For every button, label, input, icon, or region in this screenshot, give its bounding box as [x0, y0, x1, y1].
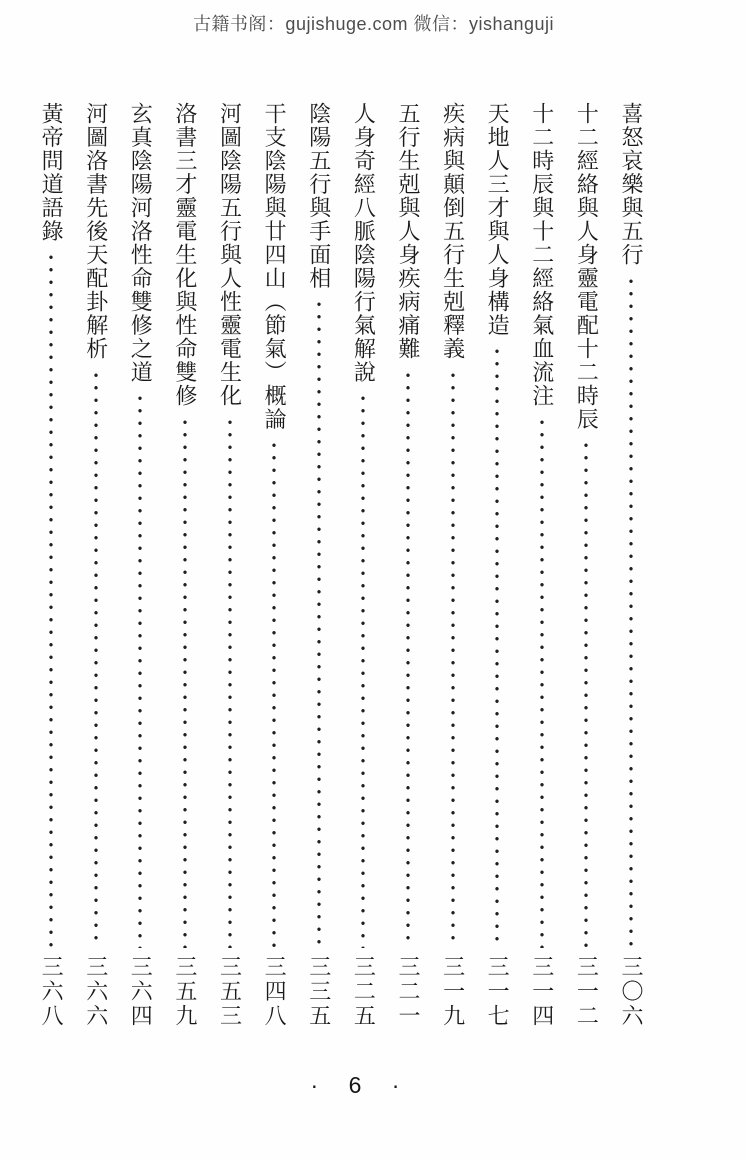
dot-leader — [486, 345, 508, 948]
dot-leader — [263, 439, 285, 948]
toc-entry — [620, 102, 642, 1028]
toc-entry-title: 玄真陰陽河洛性命雙修之道 — [128, 102, 154, 384]
toc-entry — [128, 102, 154, 1028]
toc-entry-page: 三一九 — [440, 954, 466, 1028]
dot-leader — [40, 251, 62, 948]
toc-entry — [219, 102, 241, 1028]
page-number: · 6 · — [310, 1072, 412, 1098]
dot-leader — [129, 392, 151, 948]
toc-entry — [174, 102, 196, 1028]
toc-entry-title: 五行生剋與人身疾病痛難 — [395, 102, 421, 361]
table-of-contents — [40, 102, 642, 1028]
dot-leader — [575, 439, 597, 948]
dot-leader — [531, 416, 553, 948]
dot-leader — [397, 369, 419, 948]
toc-entry — [85, 102, 107, 1028]
toc-entry — [485, 102, 511, 1028]
watermark-text: 古籍书阁：gujishuge.com 微信：yishanguji — [192, 14, 555, 34]
toc-entry-page: 三四八 — [262, 954, 288, 1028]
toc-entry — [397, 102, 419, 1028]
toc-entry-title: 河圖洛書先後天配卦解析 — [83, 102, 109, 361]
toc-entry-title: 干支陰陽與廿四山（節氣）概論 — [262, 102, 288, 431]
toc-entry-page: 三三五 — [306, 954, 332, 1028]
toc-entry — [262, 102, 288, 1028]
dot-leader — [174, 416, 196, 948]
toc-entry — [351, 102, 377, 1028]
toc-entry-page: 三一七 — [485, 954, 511, 1028]
toc-entry-page: 三五三 — [217, 954, 243, 1028]
dot-leader — [352, 392, 374, 948]
toc-entry-title: 陰陽五行與手面相 — [306, 102, 332, 290]
toc-entry-title: 疾病與顛倒五行生剋釋義 — [440, 102, 466, 361]
toc-entry — [39, 102, 65, 1028]
toc-entry-title: 人身奇經八脈陰陽行氣解說 — [351, 102, 377, 384]
toc-entry — [442, 102, 464, 1028]
toc-entry-title: 喜怒哀樂與五行 — [619, 102, 644, 267]
dot-leader — [219, 416, 241, 948]
toc-entry-title: 洛書三才靈電生化與性命雙修 — [172, 102, 198, 408]
toc-entry-title: 十二經絡與人身靈電配十二時辰 — [574, 102, 600, 431]
toc-entry — [531, 102, 553, 1028]
dot-leader — [620, 275, 642, 948]
toc-entry-title: 黃帝問道語錄 — [39, 102, 65, 243]
toc-entry-title: 河圖陰陽五行與人性靈電生化 — [217, 102, 243, 408]
toc-entry-page: 三〇六 — [619, 954, 644, 1028]
toc-entry-page: 三二五 — [351, 954, 377, 1028]
toc-entry-page: 三一四 — [529, 954, 555, 1028]
toc-entry-title: 十二時辰與十二經絡氣血流注 — [529, 102, 555, 408]
toc-entry-title: 天地人三才與人身構造 — [485, 102, 511, 337]
toc-entry-page: 三六四 — [128, 954, 154, 1028]
toc-entry — [574, 102, 600, 1028]
dot-leader — [85, 369, 107, 948]
dot-leader — [308, 298, 330, 948]
toc-entry-page: 三六八 — [39, 954, 65, 1028]
toc-entry — [308, 102, 330, 1028]
toc-entry-page: 三五九 — [172, 954, 198, 1028]
toc-entry-page: 三一二 — [574, 954, 600, 1028]
dot-leader — [442, 369, 464, 948]
toc-entry-page: 三二一 — [395, 954, 421, 1028]
toc-entry-page: 三六六 — [83, 954, 109, 1028]
